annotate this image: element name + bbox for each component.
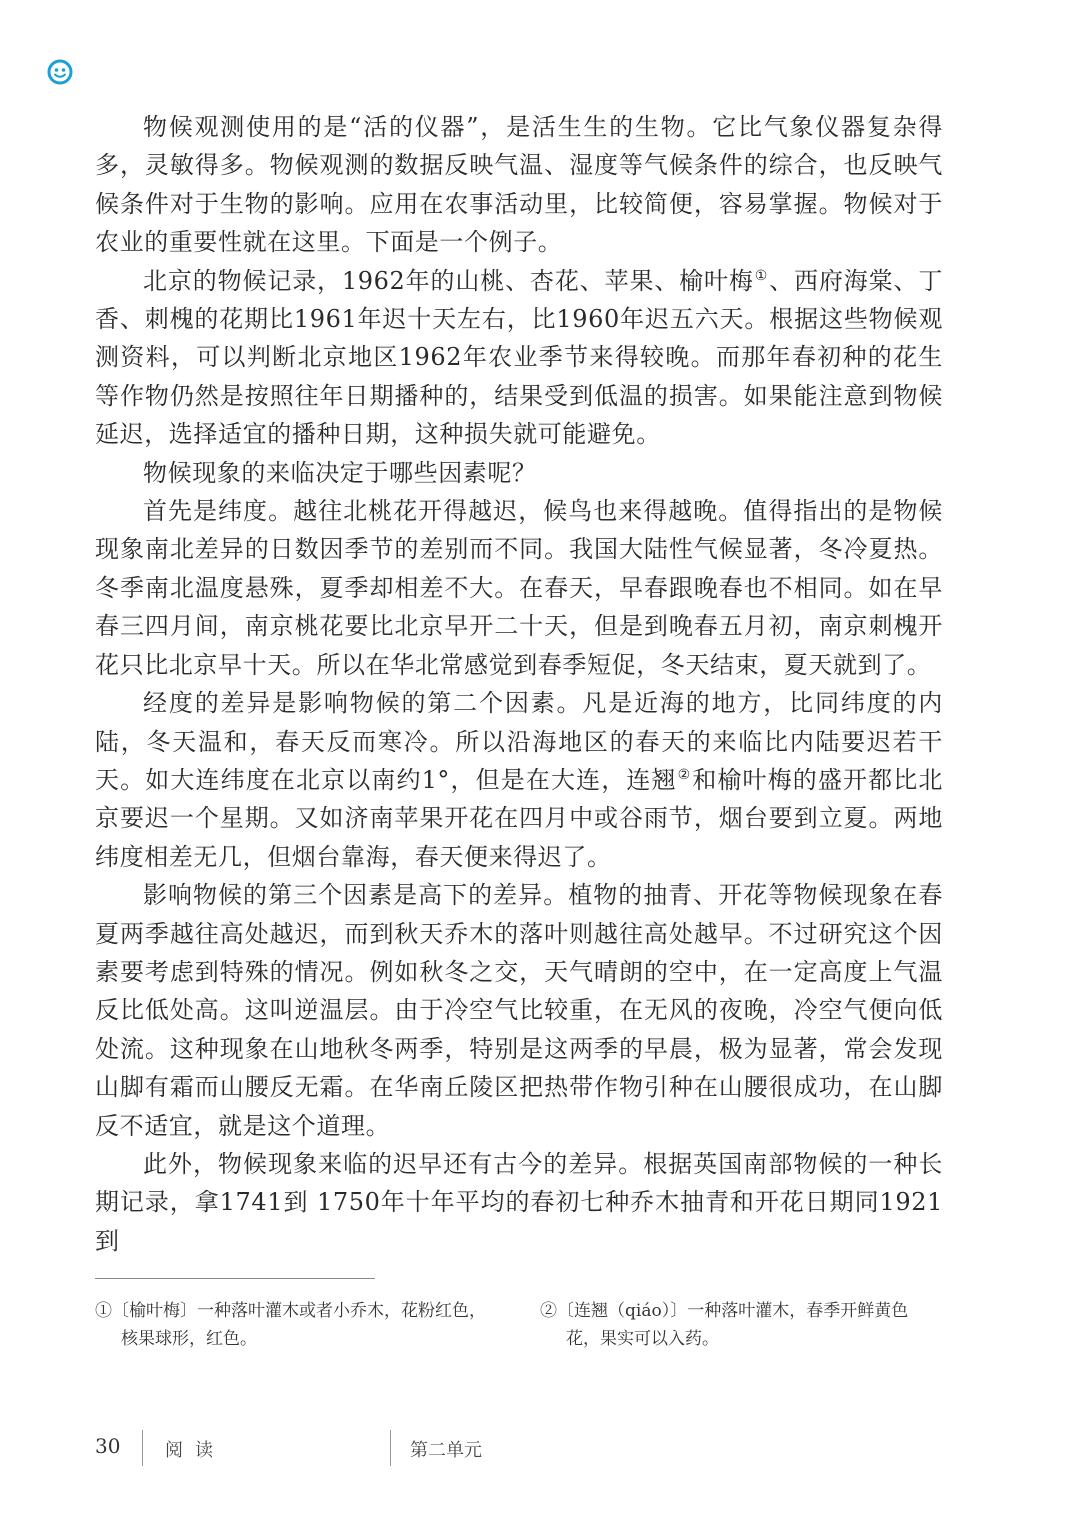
smiley-icon [47, 59, 73, 85]
page-footer [0, 1430, 1080, 1470]
paragraph-2-text-b: 、西府海棠、丁香、刺槐的花期比1961年迟十天左右，比1960年迟五六天。根据这些物候观测资料，可以判断北京地区1962年农业季节来得较晚。而那年春初种的花生等作物仍然是按照往年日期播种的，结果受到低温的损害。如果能注意到物候延迟，选择适宜的播种日期，这种损失就可能避免。 [95, 266, 943, 449]
paragraph-5-text-b: 和榆叶梅的盛开都比北京要迟一个星期。又如济南苹果开花在四月中或谷雨节，烟台要到立夏。两地纬度相差无几，但烟台靠海，春天便来得迟了。 [95, 765, 943, 871]
footnote-1-text: ①〔榆叶梅〕一种落叶灌木或者小乔木，花粉红色，核果球形，红色。 [95, 1301, 486, 1349]
footnote-2-text: ②〔连翘（qiáo）〕一种落叶灌木，春季开鲜黄色花，果实可以入药。 [540, 1301, 909, 1349]
paragraph-2-text-a: 北京的物候记录，1962年的山桃、杏花、苹果、榆叶梅 [143, 266, 754, 295]
paragraph-7: 此外，物候现象来临的迟早还有古今的差异。根据英国南部物候的一种长期记录，拿1741到 1750年十年平均的春初七种乔木抽青和开花日期同1921到 [95, 1149, 943, 1255]
footnote-divider [95, 1278, 375, 1279]
footer-separator [142, 1430, 143, 1466]
paragraph-5-text-a: 经度的差异是影响物候的第二个因素。凡是近海的地方，比同纬度的内陆，冬天温和，春天反而寒冷。所以沿海地区的春天的来临比内陆要迟若干天。如大连纬度在北京以南约1°，但是在大连，连翘 [95, 689, 943, 794]
paragraph-1: 物候观测使用的是“活的仪器”，是活生生的生物。它比气象仪器复杂得多，灵敏得多。物候观测的数据反映气温、湿度等气候条件的综合，也反映气候条件对于生物的影响。应用在农事活动里，比较简便，容易掌握。物候对于农业的重要性就在这里。下面是一个例子。 [95, 113, 943, 257]
paragraph-2 [95, 262, 943, 454]
paragraph-5 [95, 684, 943, 876]
section-label: 阅读 [165, 1440, 225, 1461]
footer-separator [390, 1430, 391, 1466]
unit-label: 第二单元 [410, 1440, 482, 1461]
page-number: 30 [95, 1434, 121, 1458]
paragraph-6: 影响物候的第三个因素是高下的差异。植物的抽青、开花等物候现象在春夏两季越往高处越迟，而到秋天乔木的落叶则越往高处越早。不过研究这个因素要考虑到特殊的情况。例如秋冬之交，天气晴朗的空中，在一定高度上气温反比低处高。这叫逆温层。由于冷空气比较重，在无风的夜晚，冷空气便向低处流。这种现象在山地秋冬两季，特别是这两季的早晨，极为显著，常会发现山脚有霜而山腰反无霜。在华南丘陵区把热带作物引种在山腰很成功，在山脚反不适宜，就是这个道理。 [95, 881, 943, 1140]
footnote-ref-2[interactable]: ② [677, 766, 692, 783]
footnote-1 [95, 1297, 495, 1353]
paragraph-4: 首先是纬度。越往北桃花开得越迟，候鸟也来得越晚。值得指出的是物候现象南北差异的日数因季节的差别而不同。我国大陆性气候显著，冬冷夏热。冬季南北温度悬殊，夏季却相差不大。在春天，早春跟晚春也不相同。如在早春三四月间，南京桃花要比北京早开二十天，但是到晚春五月初，南京刺槐开花只比北京早十天。所以在华北常感觉到春季短促，冬天结束，夏天就到了。 [95, 497, 943, 679]
article-body [95, 108, 943, 1260]
footnote-2 [540, 1297, 940, 1353]
paragraph-3: 物候现象的来临决定于哪些因素呢？ [143, 458, 537, 487]
footnote-ref-1[interactable]: ① [754, 267, 769, 284]
